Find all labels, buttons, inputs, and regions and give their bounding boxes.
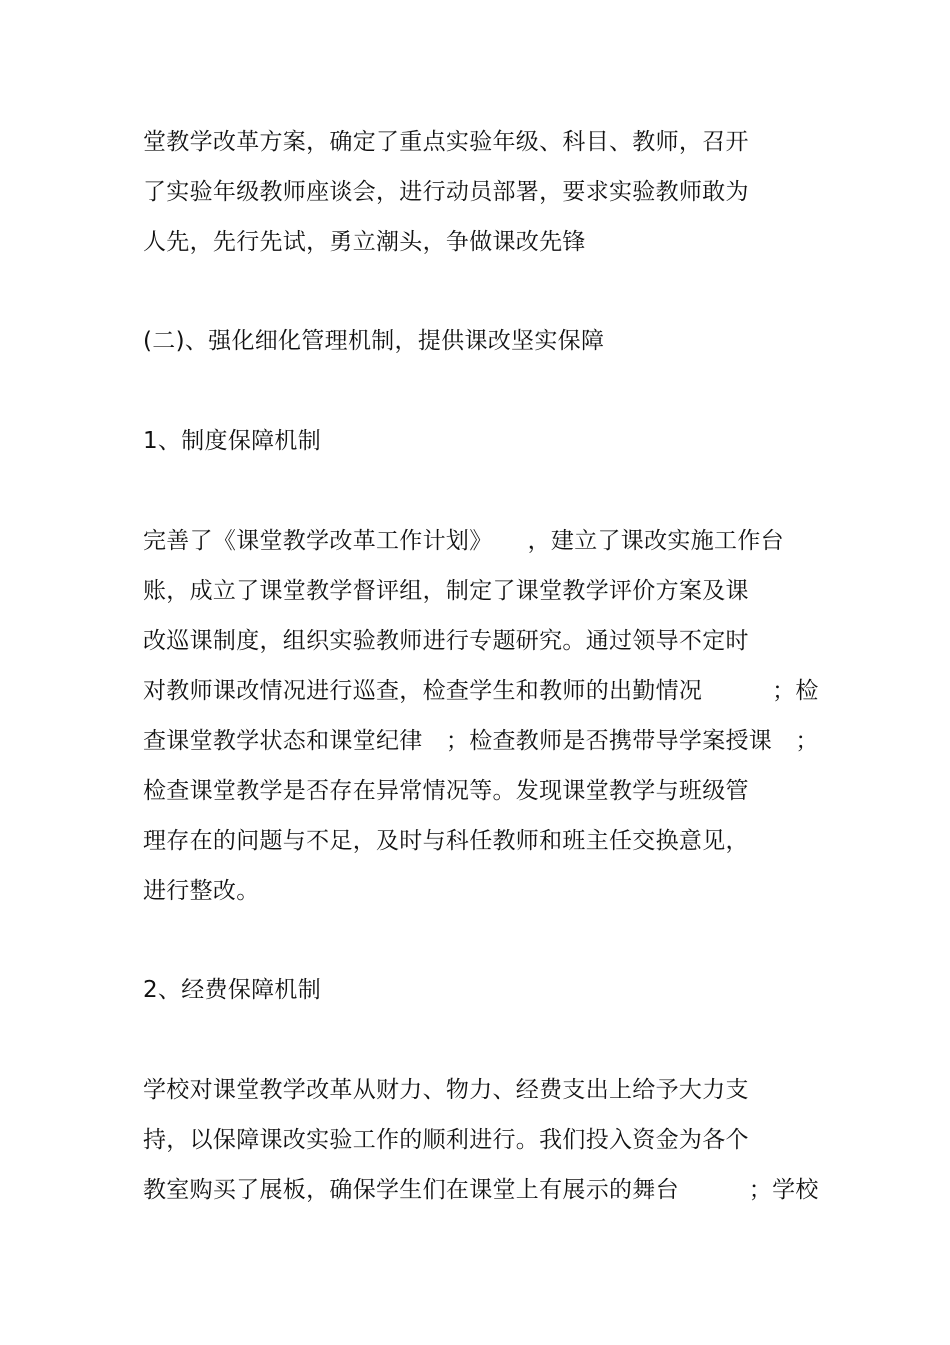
paragraph-line: 账，成立了课堂教学督评组，制定了课堂教学评价方案及课: [143, 578, 749, 604]
paragraph-line: 进行整改。: [143, 878, 260, 904]
paragraph-line: 堂教学改革方案，确定了重点实验年级、科目、教师，召开: [143, 129, 749, 155]
paragraph-line: 完善了《课堂教学改革工作计划》 ，建立了课改实施工作台: [143, 528, 784, 554]
paragraph-line: 查课堂教学状态和课堂纪律 ；检查教师是否携带导学案授课 ；: [143, 728, 819, 754]
paragraph-line: 持，以保障课改实验工作的顺利进行。我们投入资金为各个: [143, 1127, 749, 1153]
paragraph-line: 检查课堂教学是否存在异常情况等。发现课堂教学与班级管: [143, 778, 749, 804]
paragraph-line: 对教师课改情况进行巡查，检查学生和教师的出勤情况 ；检: [143, 678, 819, 704]
paragraph-line: 人先，先行先试，勇立潮头，争做课改先锋: [143, 229, 586, 255]
paragraph-line: 了实验年级教师座谈会，进行动员部署，要求实验教师敢为: [143, 179, 749, 205]
subsection-heading: 2、经费保障机制: [143, 977, 322, 1003]
section-heading: (二)、强化细化管理机制，提供课改坚实保障: [143, 328, 605, 354]
paragraph-line: 理存在的问题与不足，及时与科任教师和班主任交换意见，: [143, 828, 749, 854]
paragraph-line: 改巡课制度，组织实验教师进行专题研究。通过领导不定时: [143, 628, 749, 654]
paragraph-line: 教室购买了展板，确保学生们在课堂上有展示的舞台 ；学校: [143, 1177, 819, 1203]
paragraph-line: 学校对课堂教学改革从财力、物力、经费支出上给予大力支: [143, 1077, 749, 1103]
subsection-heading: 1、制度保障机制: [143, 428, 322, 454]
